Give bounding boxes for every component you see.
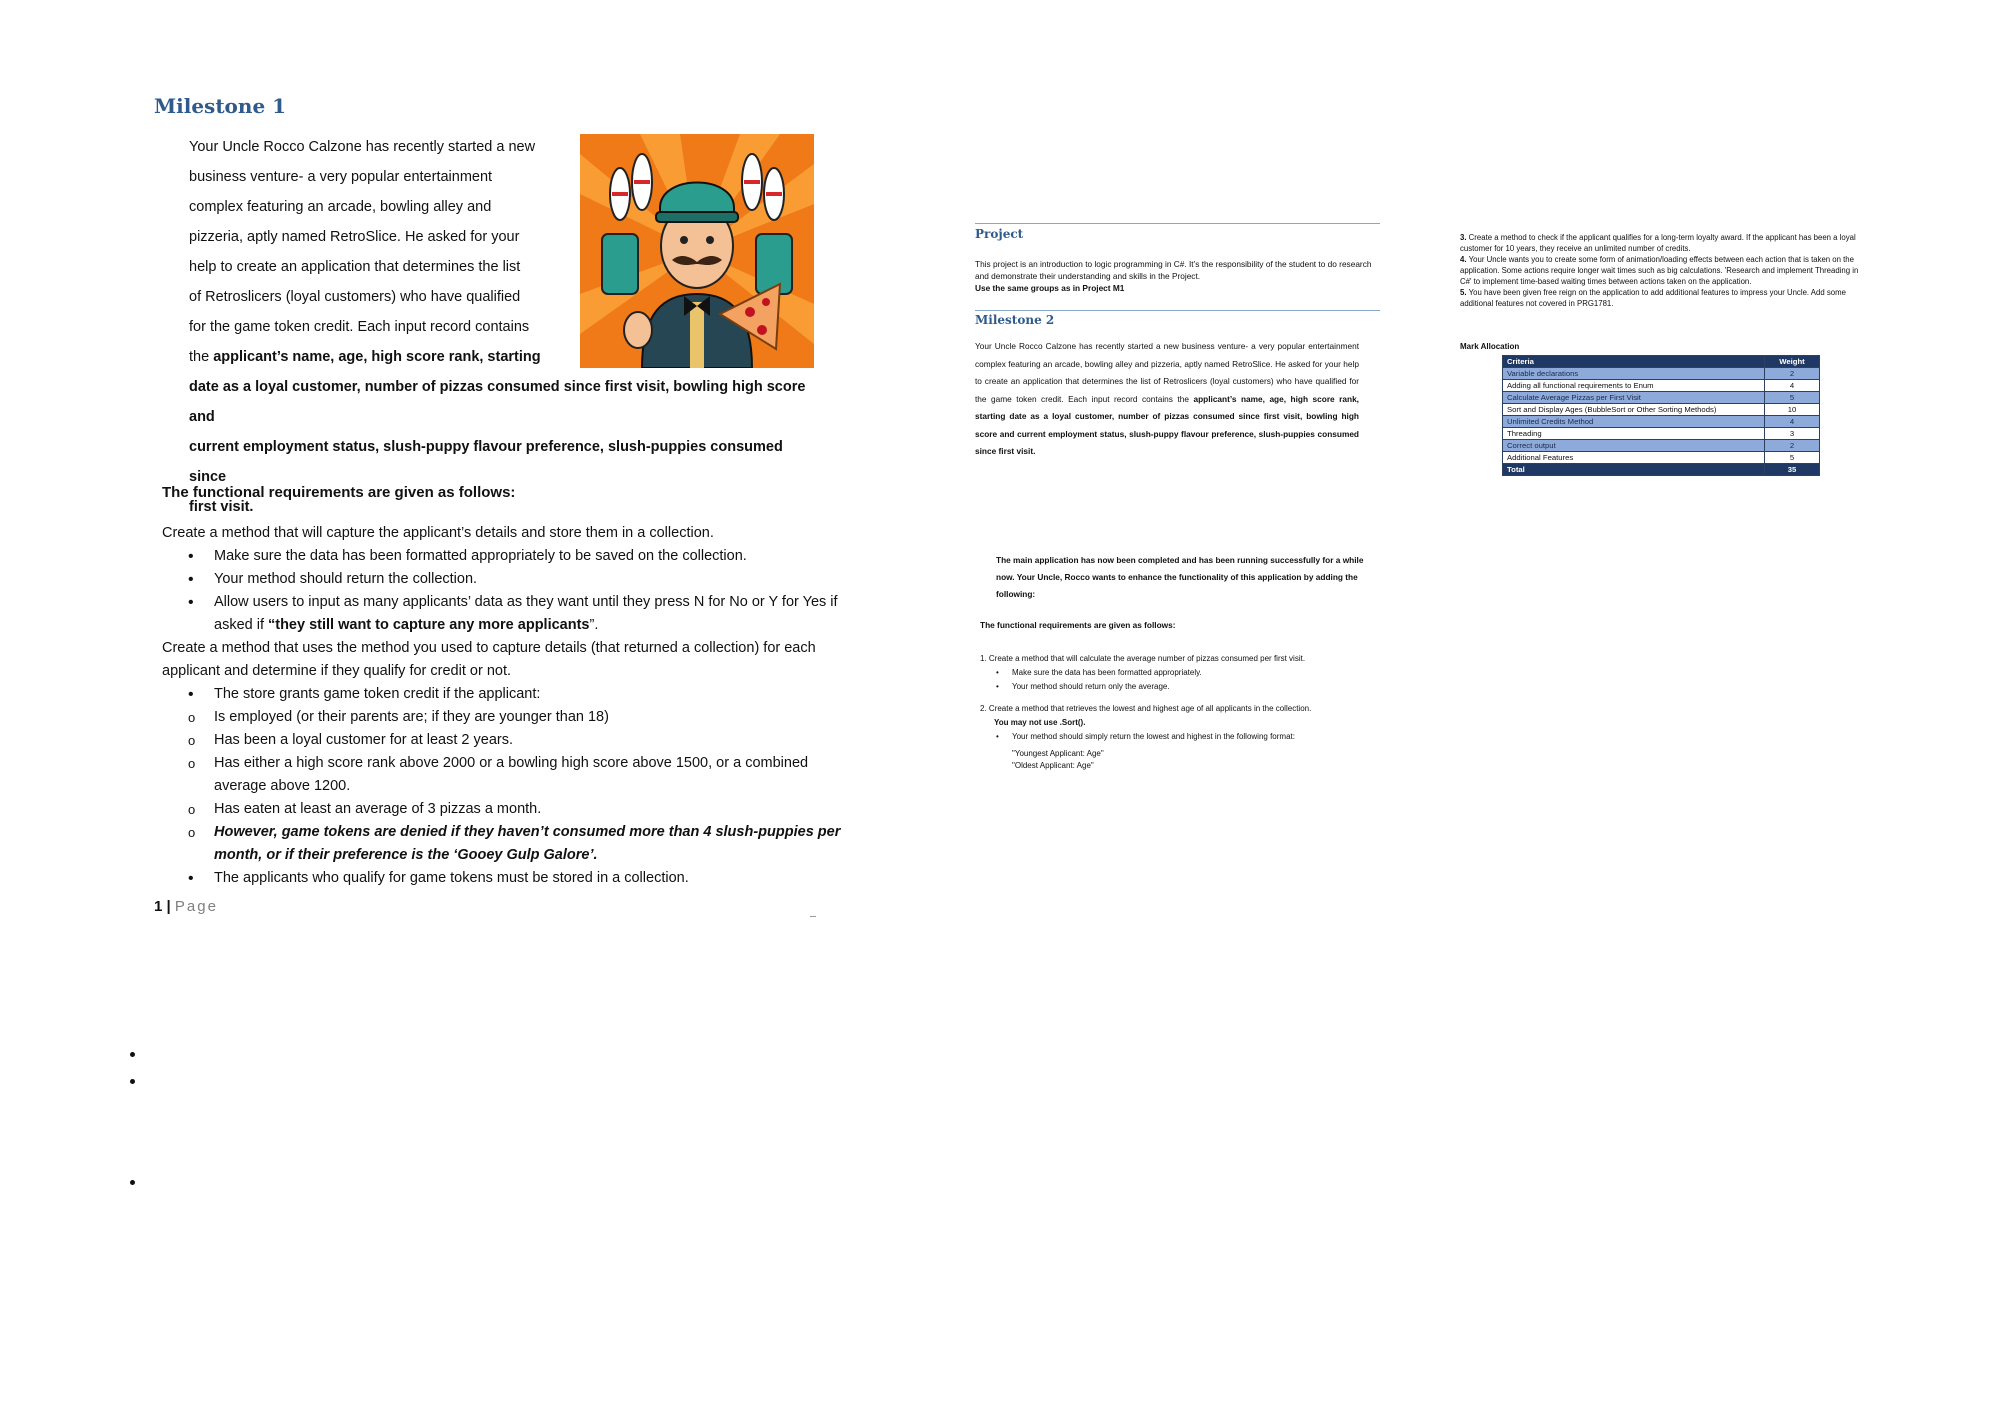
intro-cont-line: date as a loyal customer, number of pizzas consumed since first visit, bowling high score and <box>189 379 806 425</box>
intro-line: complex featuring an arcade, bowling alley and <box>189 199 492 215</box>
list-item: 1. Create a method that will calculate the average number of pizzas consumed per first visit. <box>980 654 1306 663</box>
enhancement-paragraph: The main application has now been completed and has been running successfully for a while now. Your Uncle, Rocco wants to enhance the functionality of this application by adding the following: <box>996 555 1364 599</box>
project-description: This project is an introduction to logic programming in C#. It’s the responsibility of the student to do research and demonstrate their understanding and skills in the Project. Use the same groups as in Project M1 <box>975 259 1372 293</box>
intro-paragraph <box>189 132 541 372</box>
list-item: You may not use .Sort(). <box>994 718 1086 727</box>
table-row: Additional Features 5 <box>1503 452 1820 464</box>
bullet-icon <box>188 568 194 592</box>
list-item: 5. You have been given free reign on the application to add additional features to impress your Uncle. Add some additional features not covered in PRG1781. <box>1460 288 1846 308</box>
table-total-row: Total 35 <box>1503 464 1820 476</box>
mark-allocation-heading: Mark Allocation <box>1460 342 1520 351</box>
bullet-icon <box>188 591 194 615</box>
intro-line: business venture- a very popular entertainment <box>189 169 493 185</box>
list-item: • Make sure the data has been formatted appropriately. <box>980 666 1400 680</box>
requirement-paragraph: Create a method that uses the method you used to capture details (that returned a collection) for each applicant and determine if they qualify for credit or not. <box>162 640 816 679</box>
requirement-paragraph: Create a method that will capture the applicant’s details and store them in a collection. <box>162 525 714 541</box>
sub-list-item: o However, game tokens are denied if they haven’t consumed more than 4 slush-puppies per month, or if their preference is the ‘Gooey Gulp Galore’. <box>162 821 842 867</box>
requirements-list <box>1460 232 1862 309</box>
bullet-icon <box>188 867 194 891</box>
bullet-icon <box>130 1079 135 1084</box>
table-row: Calculate Average Pizzas per First Visit 5 <box>1503 392 1820 404</box>
list-item: • Your method should return the collection. <box>162 568 842 591</box>
divider <box>810 916 816 917</box>
requirements-list <box>980 652 1400 772</box>
column-header: Criteria <box>1503 356 1765 368</box>
intro-cont-line: first visit. <box>189 499 254 515</box>
page-footer: 1 | Page <box>154 898 218 915</box>
list-item: • The applicants who qualify for game tokens must be stored in a collection. <box>162 867 842 890</box>
spacer <box>980 694 1400 702</box>
intro-line-last: the applicant’s name, age, high score rank, starting <box>189 349 541 365</box>
list-item: • Your method should simply return the lowest and highest in the following format: <box>980 730 1400 744</box>
circle-bullet-icon <box>188 706 195 730</box>
milestone1-title: Milestone 1 <box>154 94 287 118</box>
bullet-icon <box>188 545 194 569</box>
functional-requirements-heading: The functional requirements are given as follows: <box>980 620 1176 630</box>
intro-line: of Retroslicers (loyal customers) who have qualified <box>189 289 521 305</box>
sub-list-item: o Is employed (or their parents are; if they are younger than 18) <box>162 706 842 729</box>
list-item: 2. Create a method that retrieves the lowest and highest age of all applicants in the collection. <box>980 704 1312 713</box>
table-row: Adding all functional requirements to Enum 4 <box>1503 380 1820 392</box>
divider <box>975 223 1380 224</box>
table-row: Sort and Display Ages (BubbleSort or Other Sorting Methods) 10 <box>1503 404 1820 416</box>
circle-bullet-icon <box>188 752 195 776</box>
format-example: "Youngest Applicant: Age" <box>1012 749 1104 758</box>
list-item: • Make sure the data has been formatted appropriately to be saved on the collection. <box>162 545 842 568</box>
circle-bullet-icon <box>188 821 195 845</box>
functional-requirements-heading: The functional requirements are given as follows: <box>162 484 516 501</box>
milestone2-paragraph: Your Uncle Rocco Calzone has recently started a new business venture- a very popular entertainment complex featuring an arcade, bowling alley and pizzeria, aptly named RetroSlice. He asked for your help to create an application that determines the list of Retroslicers (loyal customers) who have qualified for the game token credit. Each input record contains the applicant’s name, age, high score rank, starting date as a loyal customer, number of pizzas consumed since first visit, bowling high score and current employment status, slush-puppy flavour preference, slush-puppies consumed since first visit. <box>975 341 1359 456</box>
column-header: Weight <box>1765 356 1820 368</box>
project-title: Project <box>975 227 1024 241</box>
intro-line: help to create an application that determines the list <box>189 259 521 275</box>
intro-line: Your Uncle Rocco Calzone has recently started a new <box>189 139 536 155</box>
list-item: • Allow users to input as many applicants’ data as they want until they press N for No or Y for Yes if asked if “they still want to capture any more applicants”. <box>162 591 842 637</box>
circle-bullet-icon <box>188 798 195 822</box>
mark-allocation-table <box>1502 355 1820 476</box>
list-item: 3. Create a method to check if the applicant qualifies for a long-term loyalty award. If the applicant has been a loyal customer for 10 years, they receive an unlimited number of credits. <box>1460 233 1856 253</box>
table-row: Variable declarations 2 <box>1503 368 1820 380</box>
sub-list-item: o Has been a loyal customer for at least 2 years. <box>162 729 842 752</box>
sub-list-item: o Has either a high score rank above 2000 or a bowling high score above 1500, or a combined average above 1200. <box>162 752 842 798</box>
table-header-row <box>1503 356 1820 368</box>
sub-list-item: o Has eaten at least an average of 3 pizzas a month. <box>162 798 842 821</box>
bullet-icon <box>130 1052 135 1057</box>
intro-line: for the game token credit. Each input record contains <box>189 319 530 335</box>
format-example: "Oldest Applicant: Age" <box>1012 761 1094 770</box>
divider <box>975 310 1380 311</box>
circle-bullet-icon <box>188 729 195 753</box>
list-item: 4. Your Uncle wants you to create some form of animation/loading effects between each action that is taken on the application. Some actions require longer wait times such as big calculations. 'Research and implement Threading in C#' to implement time-based waiting times between actions taken on the application. <box>1460 255 1859 286</box>
intro-line: pizzeria, aptly named RetroSlice. He asked for your <box>189 229 520 245</box>
milestone2-title: Milestone 2 <box>975 313 1055 327</box>
bullet-icon <box>188 683 194 707</box>
table-row: Unlimited Credits Method 4 <box>1503 416 1820 428</box>
bullet-icon <box>130 1180 135 1185</box>
list-item: • The store grants game token credit if the applicant: <box>162 683 842 706</box>
intro-cont-line: current employment status, slush-puppy flavour preference, slush-puppies consumed since <box>189 439 783 485</box>
table-row: Threading 3 <box>1503 428 1820 440</box>
chef-mascot-icon <box>580 134 814 368</box>
table-row: Correct output 2 <box>1503 440 1820 452</box>
requirements-body <box>162 522 842 890</box>
list-item: • Your method should return only the average. <box>980 680 1400 694</box>
